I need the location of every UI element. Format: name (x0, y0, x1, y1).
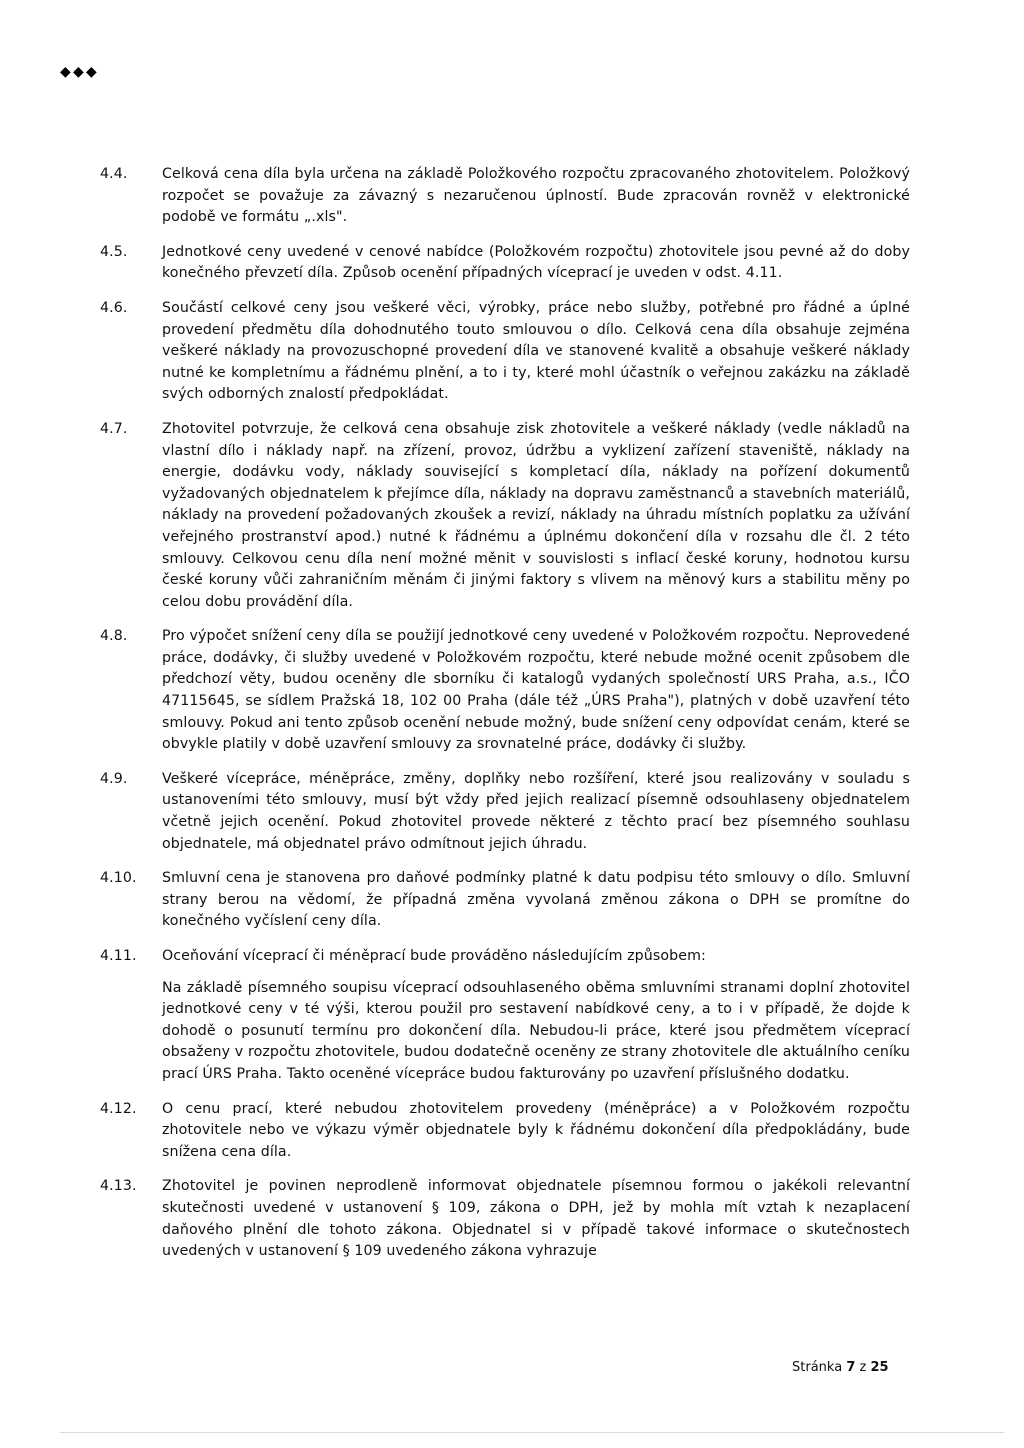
section-paragraph: Oceňování víceprací či méněprací bude prováděno následujícím způsobem: (162, 948, 706, 964)
section-body (162, 419, 910, 613)
contract-text (100, 164, 910, 1276)
section-number: 4.8. (100, 628, 128, 645)
section-4-7 (100, 419, 910, 613)
section-4-9 (100, 769, 910, 855)
section-body (162, 769, 910, 855)
section-number: 4.6. (100, 299, 128, 316)
section-number: 4.5. (100, 243, 128, 260)
section-body (162, 626, 910, 756)
section-body (162, 242, 910, 285)
footer-divider (60, 1432, 1004, 1433)
page-number (792, 1360, 889, 1375)
section-4-12 (100, 1099, 910, 1164)
section-body (162, 164, 910, 229)
total-pages: 25 (870, 1360, 889, 1375)
section-number: 4.9. (100, 770, 128, 787)
diamond-icon: ◆ (73, 64, 84, 80)
section-4-4 (100, 164, 910, 229)
section-4-13 (100, 1176, 910, 1262)
section-body (162, 1099, 910, 1164)
section-paragraph: O cenu prací, které nebudou zhotovitelem provedeny (méněpráce) a v Položkovém rozpočtu zhotovitele nebo ve výkazu výměr objednatele byly k řádnému dokončení díla předpokládány, bude snížena cena díla. (162, 1100, 910, 1160)
section-4-8 (100, 626, 910, 756)
section-body (162, 1176, 910, 1262)
section-paragraph: Pro výpočet snížení ceny díla se použijí jednotkové ceny uvedené v Položkovém rozpočtu. Neprovedené práce, dodávky, či služby uvedené v Položkovém rozpočtu, které nebude možné ocenit způsobem dle předchozí věty, budou oceněny dle sborníku či katalogů vydaných společností URS Praha, a.s., IČO 47115645, se sídlem Pražská 18, 102 00 Praha (dále též „ÚRS Praha"), platných v době uzavření této smlouvy. Pokud ani tento způsob ocenění nebude možný, bude snížení ceny odpovídat cenám, které se obvykle platily v době uzavření smlouvy za srovnatelné práce, dodávky či služby. (162, 628, 910, 753)
section-number: 4.4. (100, 166, 128, 182)
current-page: 7 (846, 1360, 856, 1375)
section-paragraph: Celková cena díla byla určena na základě Položkového rozpočtu zpracovaného zhotovitelem. Položkový rozpočet se považuje za závazný s nezaručenou úplností. Bude zpracován rovněž v elektronické podobě ve formátu „.xls". (162, 166, 910, 226)
section-paragraph: Součástí celkové ceny jsou veškeré věci, výrobky, práce nebo služby, potřebné pro řádné a úplné provedení předmětu díla dohodnutého touto smlouvou o dílo. Celková cena díla obsahuje zejména veškeré náklady na provozuschopné provedení díla ve stanovené kvalitě a obsahuje veškeré náklady nutné ke kompletnímu a řádnému plnění, a to i ty, které mohl účastník o veřejnou zakázku na základě svých odborných znalostí předpokládat. (162, 299, 910, 403)
section-body (162, 946, 910, 1086)
section-number: 4.10. (100, 870, 137, 887)
company-logo (60, 66, 98, 78)
section-body (162, 868, 910, 933)
section-number: 4.13. (100, 1178, 137, 1195)
section-paragraph: Smluvní cena je stanovena pro daňové podmínky platné k datu podpisu této smlouvy o dílo. Smluvní strany berou na vědomí, že případná změna vyvolaná změnou zákona o DPH se promítne do konečného vyčíslení ceny díla. (162, 870, 910, 930)
section-number: 4.12. (100, 1100, 137, 1117)
section-paragraph: Veškeré vícepráce, méněpráce, změny, doplňky nebo rozšíření, které jsou realizovány v souladu s ustanoveními této smlouvy, musí být vždy před jejich realizací písemně odsouhlaseny objednatelem včetně jejich ocenění. Pokud zhotovitel provede některé z těchto prací bez písemného souhlasu objednatele, má objednatel právo odmítnout jejich úhradu. (162, 770, 910, 852)
section-paragraph: Zhotovitel potvrzuje, že celková cena obsahuje zisk zhotovitele a veškeré náklady (vedle nákladů na vlastní dílo i náklady např. na zřízení, provoz, údržbu a vyklizení zařízení staveniště, náklady na energie, dodávku vody, náklady související s kompletací díla, náklady na pořízení dokumentů vyžadovaných objednatelem k přejímce díla, náklady na dopravu zaměstnanců a stavebních materiálů, náklady na provedení požadovaných zkoušek a revizí, náklady na úhradu místních poplatku za užívání veřejného prostranství apod.) nutné k řádnému a úplnému dokončení díla v rozsahu dle čl. 2 této smlouvy. Celkovou cenu díla není možné měnit v souvislosti s inflací české koruny, hodnotou kursu české koruny vůči zahraničním měnám či jinými faktory s vlivem na měnový kurs a stabilitu měny po celou dobu provádění díla. (162, 420, 910, 610)
section-paragraph: Jednotkové ceny uvedené v cenové nabídce (Položkovém rozpočtu) zhotovitele jsou pevné až do doby konečného převzetí díla. Způsob ocenění případných víceprací je uveden v odst. 4.11. (162, 243, 910, 282)
section-4-5 (100, 242, 910, 285)
diamond-icon: ◆ (60, 64, 71, 80)
section-paragraph: Na základě písemného soupisu víceprací odsouhlaseného oběma smluvními stranami doplní zhotovitel jednotkové ceny v té výši, kterou použil pro sestavení nabídkové ceny, a to i v případě, že dojde k dohodě o posunutí termínu pro dokončení díla. Nebudou-li práce, které jsou předmětem víceprací obsaženy v rozpočtu zhotovitele, budou dodatečně oceněny ze strany zhotovitele dle aktuálního ceníku prací ÚRS Praha. Takto oceněné vícepráce budou fakturovány po uzavření příslušného dodatku. (162, 979, 910, 1082)
section-number: 4.11. (100, 948, 137, 964)
section-number: 4.7. (100, 420, 128, 437)
page-label: Stránka (792, 1360, 843, 1375)
section-paragraph: Zhotovitel je povinen neprodleně informovat objednatele písemnou formou o jakékoli relevantní skutečnosti uvedené v ustanovení § 109, zákona o DPH, jež by mohla mít vztah k nezaplacení daňového plnění dle tohoto zákona. Objednatel si v případě takové informace o skutečnostech uvedených v ustanovení § 109 uvedeného zákona vyhrazuje (162, 1178, 910, 1260)
diamond-icon: ◆ (86, 64, 97, 80)
section-4-10 (100, 868, 910, 933)
section-body (162, 298, 910, 406)
section-4-11 (100, 946, 910, 1086)
section-4-6 (100, 298, 910, 406)
page-separator: z (859, 1360, 867, 1375)
